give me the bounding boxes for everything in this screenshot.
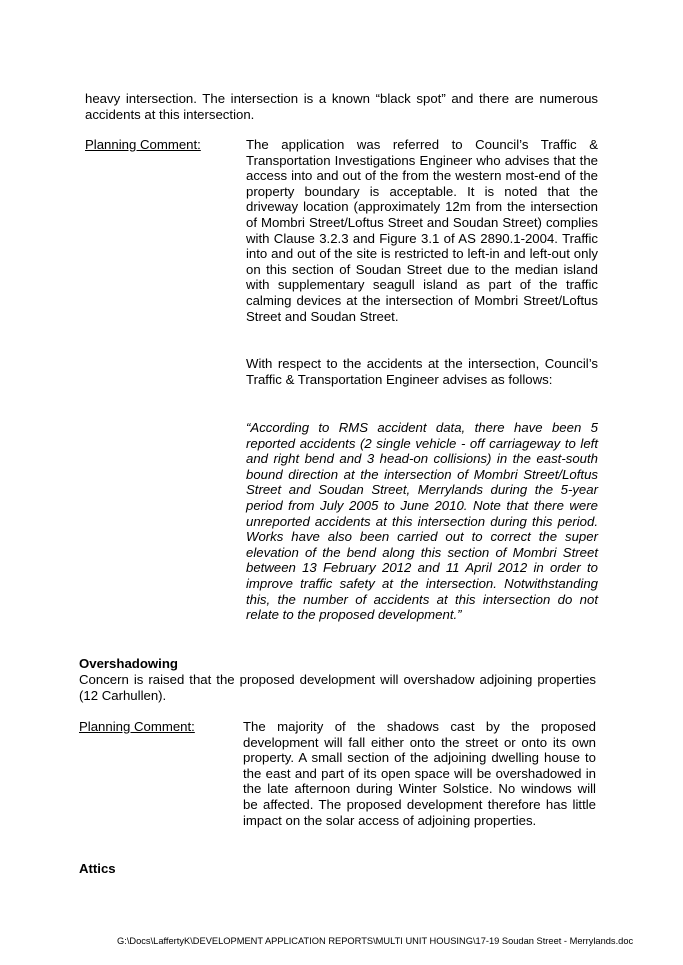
rms-quote-paragraph: “According to RMS accident data, there have been 5 reported accidents (2 single vehicle - off carriageway to left and right bend and 3 head-on collisions) in the east-south bound direction at the intersection of Mombri Street/Loftus Street and Soudan Street, Merrylands during the 5-year period from July 2005 to June 2010. Note that there were unreported accidents at this intersection during this period. Works have also been carried out to correct the super elevation of the bend along this section of Mombri Street between 13 February 2012 and 11 April 2012 in order to improve traffic safety at the intersection. Notwithstanding this, the number of accidents at this intersection do not relate to the proposed development.” [246,420,598,623]
overshadowing-comment: The majority of the shadows cast by the proposed development will fall either onto the street or onto its own property. A small section of the adjoining dwelling house to the east and part of its open space will be overshadowed in the late afternoon during Winter Solstice. No windows will be affected. The proposed development therefore has little impact on the solar access of adjoining properties. [243,719,596,828]
attics-heading: Attics [79,861,116,876]
overshadowing-concern: Concern is raised that the proposed development will overshadow adjoining properties (12 Carhullen). [79,672,596,703]
overshadowing-heading: Overshadowing [79,656,178,671]
footer-file-path: G:\Docs\LaffertyK\DEVELOPMENT APPLICATION REPORTS\MULTI UNIT HOUSING\17-19 Soudan Street - Merrylands.doc [117,936,634,946]
accidents-paragraph: With respect to the accidents at the intersection, Council’s Traffic & Transportation Engineer advises as follows: [246,356,598,387]
planning-comment-label-2: Planning Comment: [79,719,195,734]
traffic-comment-paragraph: The application was referred to Council’s Traffic & Transportation Investigations Engineer who advises that the access into and out of the from the western most-end of the property boundary is acceptable. It is noted that the driveway location (approximately 12m from the intersection of Mombri Street/Loftus Street and Soudan Street) complies with Clause 3.2.3 and Figure 3.1 of AS 2890.1-2004. Traffic into and out of the site is restricted to left-in and left-out only on this section of Soudan Street due to the median island with supplementary seagull island as part of the traffic calming devices at the intersection of Mombri Street/Loftus Street and Soudan Street. [246,137,598,324]
intro-paragraph: heavy intersection. The intersection is a known “black spot” and there are numerous accidents at this intersection. [85,91,598,122]
planning-comment-label: Planning Comment: [85,137,201,152]
